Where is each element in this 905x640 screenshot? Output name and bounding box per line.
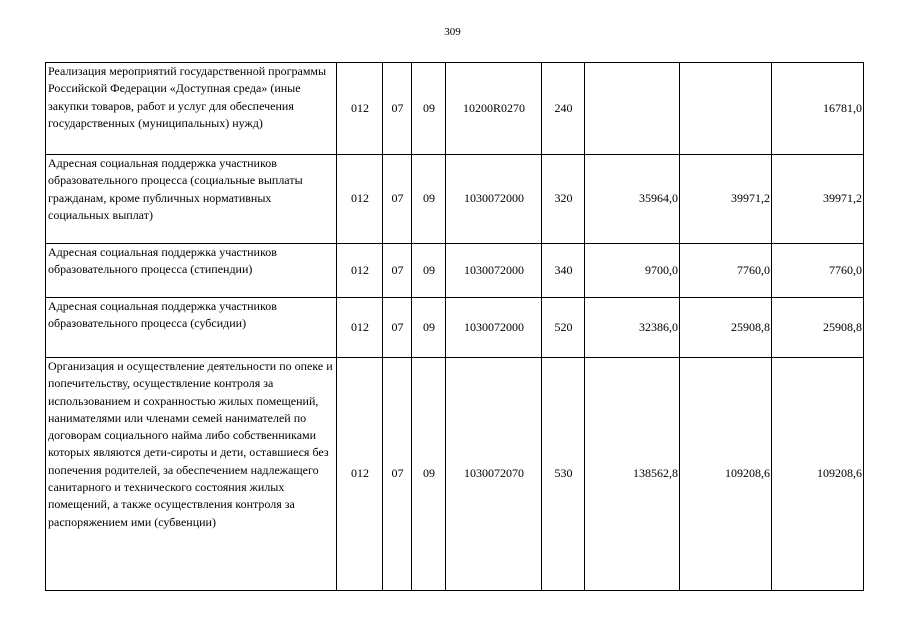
row-name-cell: Адресная социальная поддержка участников образовательного процесса (стипендии) [46,244,337,298]
table-row [46,244,864,298]
sum2-cell: 109208,6 [680,358,772,591]
rz-cell: 07 [383,63,412,155]
rz-cell: 07 [383,155,412,244]
ved-cell: 012 [337,298,383,358]
rz-cell: 07 [383,358,412,591]
table-row [46,358,864,591]
vr-cell: 530 [542,358,585,591]
ved-cell: 012 [337,358,383,591]
sum1-cell: 32386,0 [585,298,680,358]
page-number: 309 [444,26,461,38]
ved-cell: 012 [337,63,383,155]
row-name-cell: Адресная социальная поддержка участников образовательного процесса (субсидии) [46,298,337,358]
sum3-cell: 25908,8 [772,298,864,358]
csr-cell: 1030072070 [446,358,542,591]
vr-cell: 320 [542,155,585,244]
sum2-cell: 39971,2 [680,155,772,244]
ved-cell: 012 [337,155,383,244]
vr-cell: 240 [542,63,585,155]
sum1-cell: 35964,0 [585,155,680,244]
csr-cell: 10200R0270 [446,63,542,155]
ved-cell: 012 [337,244,383,298]
csr-cell: 1030072000 [446,298,542,358]
sum2-cell: 7760,0 [680,244,772,298]
table-row [46,298,864,358]
pr-cell: 09 [412,298,446,358]
table-row [46,155,864,244]
sum3-cell: 109208,6 [772,358,864,591]
sum1-cell [585,63,680,155]
sum1-cell: 9700,0 [585,244,680,298]
vr-cell: 340 [542,244,585,298]
vr-cell: 520 [542,298,585,358]
sum2-cell [680,63,772,155]
pr-cell: 09 [412,358,446,591]
sum1-cell: 138562,8 [585,358,680,591]
pr-cell: 09 [412,244,446,298]
sum3-cell: 7760,0 [772,244,864,298]
pr-cell: 09 [412,63,446,155]
row-name-cell: Реализация мероприятий государственной программы Российской Федерации «Доступная среда» (иные закупки товаров, работ и услуг для обеспечения государственных (муниципальных) нужд) [46,63,337,155]
csr-cell: 1030072000 [446,244,542,298]
rz-cell: 07 [383,244,412,298]
budget-table [45,62,864,591]
sum3-cell: 39971,2 [772,155,864,244]
csr-cell: 1030072000 [446,155,542,244]
table-row [46,63,864,155]
sum3-cell: 16781,0 [772,63,864,155]
pr-cell: 09 [412,155,446,244]
row-name-cell: Адресная социальная поддержка участников образовательного процесса (социальные выплаты гражданам, кроме публичных нормативных социальных выплат) [46,155,337,244]
sum2-cell: 25908,8 [680,298,772,358]
rz-cell: 07 [383,298,412,358]
row-name-cell: Организация и осуществление деятельности по опеке и попечительству, осуществление контроля за использованием и сохранностью жилых помещений, нанимателями или членами семей нанимателей по договорам социального найма либо собственниками которых являются дети-сироты и дети, оставшиеся без попечения родителей, за обеспечением надлежащего санитарного и технического состояния жилых помещений, а также осуществления контроля за распоряжением ими (субвенции) [46,358,337,591]
